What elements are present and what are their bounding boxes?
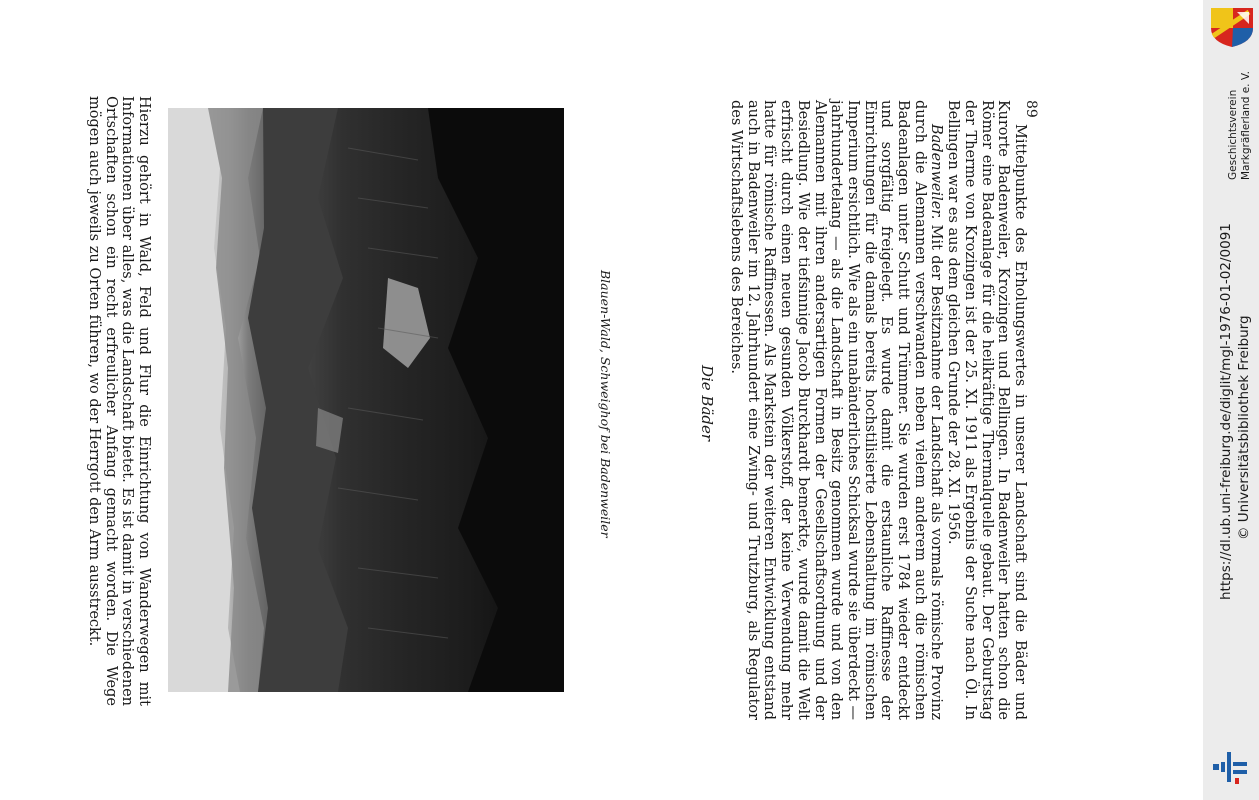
section-heading-block [698, 358, 716, 448]
intro-paragraph: Hierzu gehört in Wald, Feld und Flur die Einrichtung von Wanderwegen mit Informationen über alles, was die Landschaft bietet. Es ist damit in verschiedenen Ortschaften schon ein recht erfreulicher Anfang gemacht worden. Die Wege mögen auch jeweils zu Orten führen, wo der Herrgott den Arm ausstreckt. [85, 96, 152, 706]
coat-of-arms-icon[interactable] [1209, 6, 1255, 48]
source-url-link[interactable]: https://dl.ub.uni-freiburg.de/diglit/mgl-1976-01-02/0091 [1218, 223, 1234, 600]
photo-caption: Blauen-Wald, Schweighof bei Badenweiler [598, 270, 613, 538]
paragraph-2-lead: Badenweiler. [928, 124, 945, 220]
page-number: 89 [1023, 100, 1039, 118]
society-name-line2: Markgräflerland e. V. [1240, 70, 1252, 180]
page-number-block [1023, 100, 1042, 130]
ub-freiburg-logo-icon[interactable] [1211, 748, 1251, 788]
viewer-sidebar [1203, 0, 1259, 800]
copyright-text: © Universitätsbibliothek Freiburg [1236, 315, 1252, 540]
photo-caption-block [597, 270, 616, 550]
landscape-photo [168, 108, 564, 692]
intro-paragraph-block [85, 96, 152, 706]
paragraph-2 [727, 100, 944, 720]
society-name-line1: Geschichtsverein [1227, 89, 1239, 180]
paragraph-2-body: Mit der Besitznahme der Landschaft als vormals römische Provinz durch die Alemannen verschwanden neben vielem anderem auch die römischen Badeanlagen unter Schutt und Trümmer. Sie wurden erst 1784 wieder entdeckt und sorgfältig freigelegt. Es wurde damit die erstaunliche Raffinesse der Einrichtungen für die damals bereits hochstilisierte Lebenshaltung im römischen Imperium ersichtlich. Wie als ein unabänderliches Schicksal wurde sie überdeckt — jahrhundertelang — als die Landschaft in Besitz genommen wurde und von den Alemannen mit ihren andersartigen Formen der Gesellschaftsordnung und der Besiedlung. Wie der tiefsinnige Jacob Burckhardt bemerkte, wurde damit die Welt erfrischt durch einen neuen gesunden Völkerstoff, der keine Verwendung mehr hatte für römische Raffinessen. Als Markstein der weiteren Entwicklung entstand auch in Badenweiler im 12. Jahrhundert eine Zwing- und Trutzburg, als Regulator des Wirtschaftslebens des Bereiches. [728, 100, 945, 720]
section-heading: Die Bäder [698, 364, 716, 442]
paragraph-1: Mittelpunkte des Erholungswertes in unserer Landschaft sind die Bäder und Kurorte Badenweiler, Krozingen und Bellingen. In Badenweiler hatten schon die Römer eine Badeanlage für die heilkräftige Thermalquelle gebaut. Der Geburtstag der Therme von Krozingen ist der 25. XI. 1911 als Ergebnis der Suche nach Öl. In Bellingen war es aus dem gleichen Grunde der 28. XI. 1956. [945, 100, 1028, 720]
main-text-block [727, 100, 1028, 720]
